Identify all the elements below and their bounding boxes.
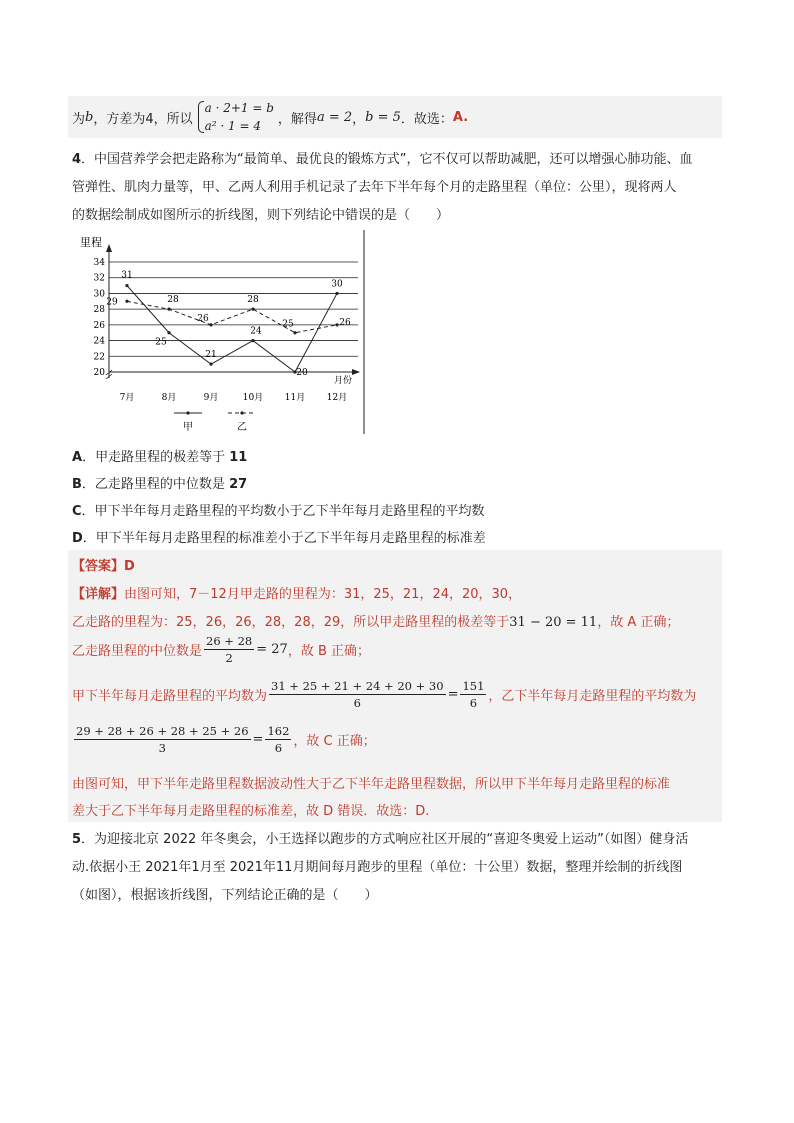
- y-tick-22: 22: [93, 352, 105, 363]
- prev-text-sep: ，: [352, 111, 366, 127]
- point-甲-5: [335, 292, 338, 295]
- mean-b-fraction: [74, 724, 251, 755]
- median-den: 2: [225, 651, 233, 665]
- series-lines: [106, 271, 351, 378]
- point-甲-3: [251, 339, 254, 342]
- solution-a: a = 2: [316, 109, 353, 125]
- prev-text-end: ．故选：: [400, 111, 453, 127]
- range-formula: 31 − 20 = 11: [509, 615, 598, 630]
- data-label-甲-3: 24: [250, 326, 262, 337]
- y-axis-label: 里程: [80, 236, 102, 249]
- x-tick-12: 12月: [326, 393, 348, 403]
- q5-line-3: （如图），根据该折线图，下列结论正确的是（ ）: [72, 888, 378, 903]
- x-axis-arrow: [352, 369, 360, 375]
- q5-text-1: ．为迎接北京 2022 年冬奥会，小王选择以跑步的方式响应社区开展的“喜迎冬奥爱上运动”（如图）健身活: [81, 832, 689, 847]
- median-result: = 27: [256, 642, 288, 657]
- y-axis-arrow: [106, 244, 112, 252]
- option-c-text: ．甲下半年每月走路里程的平均数小于乙下半年每月走路里程的平均数: [81, 504, 485, 519]
- mean-a-result: [460, 679, 486, 710]
- data-label-乙-3: 28: [247, 295, 259, 306]
- detail-line-6: 由图可知，甲下半年走路里程数据波动性大于乙下半年走路里程数据，所以甲下半年每月走路里程的标准: [72, 777, 671, 792]
- mean-a-eq: =: [447, 687, 459, 702]
- q4-line-1: [72, 148, 693, 167]
- q5-line-1: [72, 828, 688, 847]
- point-乙-5: [335, 323, 338, 326]
- mean-a-fraction: [269, 679, 446, 710]
- x-tick-7: 7月: [119, 393, 135, 403]
- option-a[interactable]: [72, 446, 247, 465]
- option-c-label: C: [72, 504, 82, 519]
- option-d-text: ．甲下半年每月走路里程的标准差小于乙下半年每月走路里程的标准差: [82, 531, 486, 546]
- q4-line-3: 的数据绘制成如图所示的折线图，则下列结论中错误的是（ ）: [72, 208, 450, 223]
- median-fraction: [204, 634, 254, 665]
- option-c[interactable]: [72, 500, 485, 519]
- detail-line-1: [72, 583, 521, 602]
- y-tick-28: 28: [93, 305, 105, 316]
- y-tick-labels: [94, 258, 106, 378]
- prev-text-prefix: 为: [72, 111, 86, 127]
- mean-b-den: 3: [158, 741, 166, 755]
- option-a-label: A: [72, 450, 83, 465]
- mean-a-num: 31 + 25 + 21 + 24 + 20 + 30: [271, 679, 444, 693]
- detail-line-2: [72, 611, 679, 630]
- detail-text-3b: ，故 B 正确；: [287, 644, 370, 659]
- walking-distance-chart: [76, 228, 376, 438]
- detail-line-3: [72, 634, 370, 665]
- y-tick-32: 32: [93, 273, 105, 284]
- data-label-甲-2: 21: [205, 350, 217, 361]
- point-乙-1: [167, 308, 170, 311]
- detail-text-2a: 乙走路的里程为：25，26，26，28，28，29，所以甲走路里程的极差等于: [72, 615, 510, 630]
- x-axis-label: 月份: [334, 376, 353, 386]
- data-label-乙-5: 26: [339, 317, 351, 328]
- x-tick-9: 9月: [203, 393, 219, 403]
- data-label-乙-2: 26: [197, 313, 209, 324]
- legend-label-甲: 甲: [183, 422, 193, 433]
- prev-text-solve: ，解得: [277, 111, 317, 127]
- mean-a-result-den: 6: [469, 696, 478, 710]
- axes: [106, 244, 360, 379]
- x-tick-8: 8月: [161, 393, 177, 403]
- mean-a-result-num: 151: [462, 679, 485, 693]
- legend-label-乙: 乙: [237, 422, 247, 433]
- legend: [174, 411, 256, 433]
- option-b-label: B: [72, 477, 82, 492]
- x-tick-labels: [120, 392, 348, 403]
- mean-b-result-den: 6: [274, 741, 283, 755]
- detail-line-4: [72, 679, 696, 710]
- point-甲-0: [125, 284, 128, 287]
- mean-b-result: [265, 724, 291, 755]
- point-乙-2: [209, 323, 212, 326]
- point-乙-4: [293, 331, 296, 334]
- data-label-乙-0: 29: [106, 297, 118, 308]
- data-label-甲-5: 30: [331, 279, 343, 290]
- y-tick-30: 30: [93, 289, 105, 300]
- option-b-value: 27: [229, 477, 248, 492]
- answer-line: [72, 555, 135, 574]
- y-tick-26: 26: [93, 320, 105, 331]
- mean-b-num: 29 + 28 + 26 + 28 + 25 + 26: [76, 724, 249, 738]
- legend-marker-甲: [186, 411, 189, 414]
- point-甲-1: [167, 331, 170, 334]
- q4-text-1: ．中国营养学会把走路称为“最简单、最优良的锻炼方式”，它不仅可以帮助减肥，还可以增强心肺功能、血: [81, 152, 693, 167]
- prev-text-mid: ，方差为4，所以: [93, 111, 193, 127]
- option-a-value: 11: [229, 450, 248, 465]
- point-乙-3: [251, 308, 254, 311]
- equation-system: [197, 99, 274, 135]
- prev-var-b: b: [85, 109, 94, 125]
- data-label-甲-4: 20: [296, 368, 308, 378]
- series-line-乙: [127, 301, 337, 332]
- q5-line-2: 动.依据小王 2021年1月至 2021年11月期间每月跑步的里程（单位：十公里）数据，整理并绘制的折线图: [72, 860, 683, 875]
- grid-lines: [109, 262, 358, 356]
- series-line-甲: [127, 286, 337, 372]
- data-label-乙-4: 25: [282, 319, 294, 330]
- q5-number: 5: [72, 832, 82, 847]
- point-乙-0: [125, 300, 128, 303]
- detail-text-1: 由图可知，7－12月甲走路的里程为：31，25，21，24，20，30，: [124, 587, 522, 602]
- x-tick-11: 11月: [284, 393, 306, 403]
- option-b-text: ．乙走路里程的中位数是: [81, 477, 230, 492]
- answer-value: D: [124, 559, 135, 574]
- y-tick-20: 20: [93, 368, 105, 378]
- detail-text-3a: 乙走路里程的中位数是: [72, 644, 203, 659]
- answer-tag: 【答案】: [72, 559, 125, 574]
- detail-text-4b: ，乙下半年每月走路里程的平均数为: [488, 689, 697, 704]
- prev-answer: A.: [452, 109, 469, 125]
- mean-a-den: 6: [353, 696, 361, 710]
- data-label-乙-1: 28: [167, 295, 179, 306]
- mean-b-result-num: 162: [267, 724, 290, 738]
- detail-line-7: 差大于乙下半年每月走路里程的标准差，故 D 错误．故选：D.: [72, 804, 430, 819]
- detail-text-4a: 甲下半年每月走路里程的平均数为: [72, 689, 268, 704]
- y-tick-24: 24: [93, 336, 105, 347]
- detail-tag: 【详解】: [72, 587, 125, 602]
- legend-marker-乙: [240, 411, 243, 414]
- detail-line-5: [72, 724, 376, 755]
- equation-1: a · 2+1 = b: [204, 101, 274, 115]
- y-tick-34: 34: [93, 258, 105, 268]
- option-d[interactable]: [72, 527, 486, 546]
- q4-number: 4: [72, 152, 82, 167]
- point-甲-2: [209, 363, 212, 366]
- q4-line-2: 管弹性、肌肉力量等，甲、乙两人利用手机记录了去年下半年每个月的走路里程（单位：公里），现将两人: [72, 180, 677, 195]
- median-num: 26 + 28: [206, 634, 253, 648]
- x-tick-10: 10月: [242, 393, 264, 403]
- detail-text-2b: ，故 A 正确；: [597, 615, 680, 630]
- option-b[interactable]: [72, 473, 247, 492]
- option-a-text: ．甲走路里程的极差等于: [82, 450, 230, 465]
- data-label-甲-1: 25: [155, 337, 167, 348]
- detail-text-5b: ，故 C 正确；: [293, 734, 376, 749]
- solution-b: b = 5: [365, 109, 401, 125]
- prev-solution-line: [72, 98, 468, 136]
- mean-b-eq: =: [252, 732, 264, 747]
- equation-2: a² · 1 = 4: [204, 119, 261, 133]
- data-label-甲-0: 31: [121, 270, 133, 281]
- option-d-label: D: [72, 531, 83, 546]
